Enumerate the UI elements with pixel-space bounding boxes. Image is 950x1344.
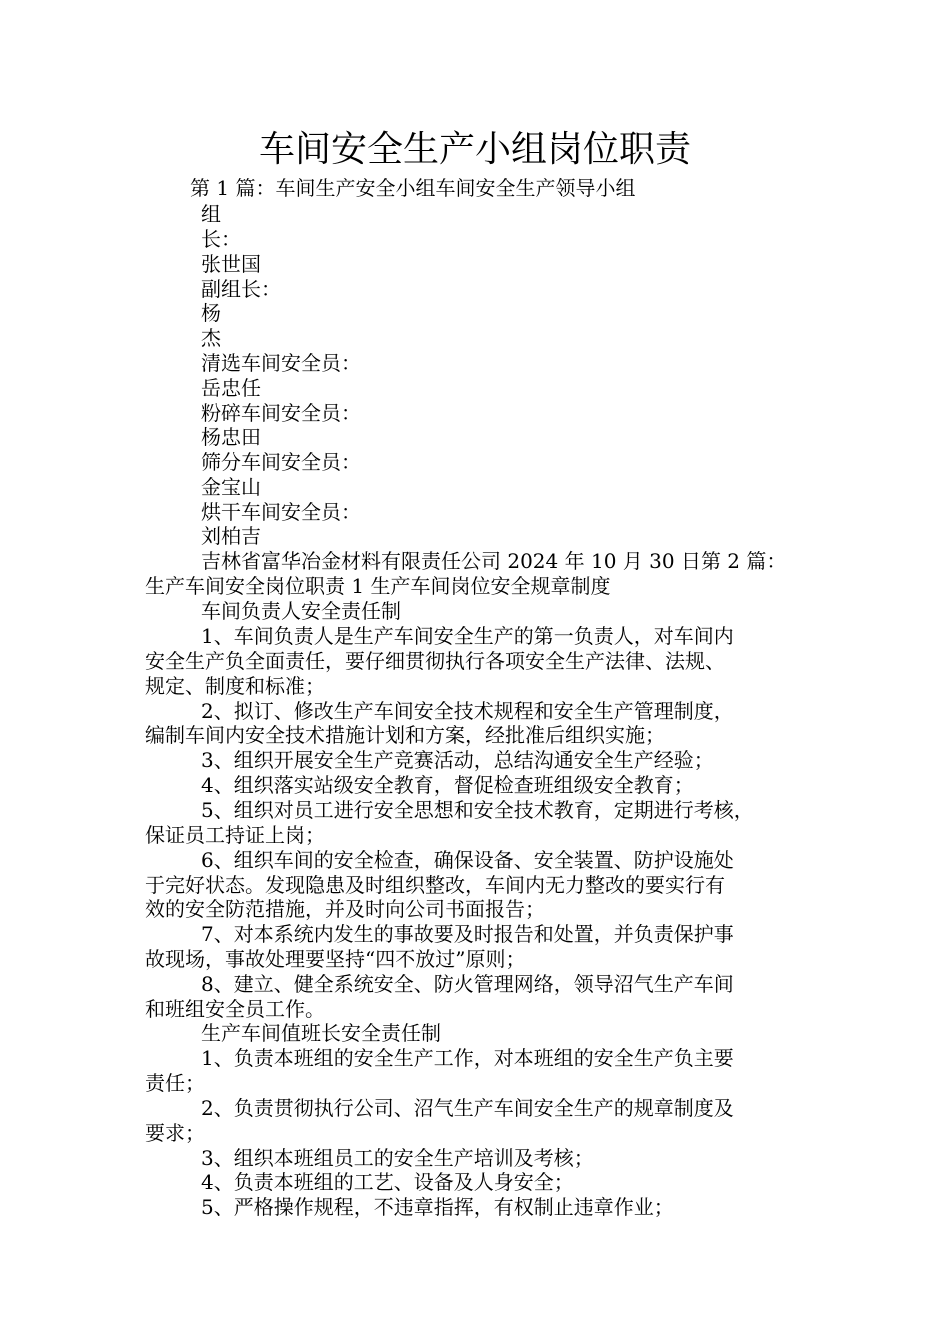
body-line: 8、建立、健全系统安全、防火管理网络，领导沼气生产车间 [201,972,734,996]
body-line: 3、组织开展安全生产竞赛活动，总结沟通安全生产经验； [201,748,714,772]
body-line: 4、组织落实站级安全教育，督促检查班组级安全教育； [201,773,694,797]
body-line: 保证员工持证上岗； [145,823,325,847]
body-line: 组 [201,202,221,226]
body-line: 粉碎车间安全员： [201,401,361,425]
body-line: 4、负责本班组的工艺、设备及人身安全； [201,1170,574,1194]
body-line: 1、车间负责人是生产车间安全生产的第一负责人，对车间内 [201,624,734,648]
body-line: 5、严格操作规程，不违章指挥，有权制止违章作业； [201,1195,674,1219]
body-line: 故现场，事故处理要坚持“四不放过”原则； [145,947,526,971]
body-line: 2、拟订、修改生产车间安全技术规程和安全生产管理制度， [201,699,734,723]
body-line: 和班组安全员工作。 [145,997,325,1021]
body-line: 刘柏吉 [201,524,261,548]
body-line: 金宝山 [201,475,261,499]
body-line: 长： [201,227,241,251]
body-line: 要求； [145,1121,205,1145]
body-line: 杰 [201,326,221,350]
document-title: 车间安全生产小组岗位职责 [258,129,691,170]
body-line: 6、组织车间的安全检查，确保设备、安全装置、防护设施处 [201,848,734,872]
body-line: 规定、制度和标准； [145,674,325,698]
body-line: 筛分车间安全员： [201,450,361,474]
body-line: 3、组织本班组员工的安全生产培训及考核； [201,1146,594,1170]
body-line: 岳忠任 [201,376,261,400]
body-line: 编制车间内安全技术措施计划和方案，经批准后组织实施； [145,723,665,747]
body-line: 副组长： [201,277,281,301]
section-heading-2: 生产车间安全岗位职责 1 生产车间岗位安全规章制度 [145,574,611,598]
body-line: 7、对本系统内发生的事故要及时报告和处置，并负责保护事 [201,922,734,946]
body-line: 效的安全防范措施，并及时向公司书面报告； [145,897,545,921]
body-line: 烘干车间安全员： [201,500,361,524]
subheading: 车间负责人安全责任制 [201,599,401,623]
subheading: 生产车间值班长安全责任制 [201,1021,441,1045]
body-line: 清选车间安全员： [201,351,361,375]
body-line: 杨 [201,301,221,325]
body-line: 安全生产负全面责任，要仔细贯彻执行各项安全生产法律、法规、 [145,649,725,673]
body-line: 责任； [145,1071,205,1095]
section-heading-1: 第 1 篇：车间生产安全小组车间安全生产领导小组 [190,176,636,200]
body-line: 5、组织对员工进行安全思想和安全技术教育，定期进行考核， [201,798,754,822]
company-date-line: 吉林省富华冶金材料有限责任公司 2024 年 10 月 30 日第 2 篇： [201,549,787,573]
body-line: 于完好状态。发现隐患及时组织整改，车间内无力整改的要实行有 [145,873,725,897]
body-line: 张世国 [201,252,261,276]
body-line: 1、负责本班组的安全生产工作，对本班组的安全生产负主要 [201,1046,734,1070]
body-line: 杨忠田 [201,425,261,449]
body-line: 2、负责贯彻执行公司、沼气生产车间安全生产的规章制度及 [201,1096,734,1120]
